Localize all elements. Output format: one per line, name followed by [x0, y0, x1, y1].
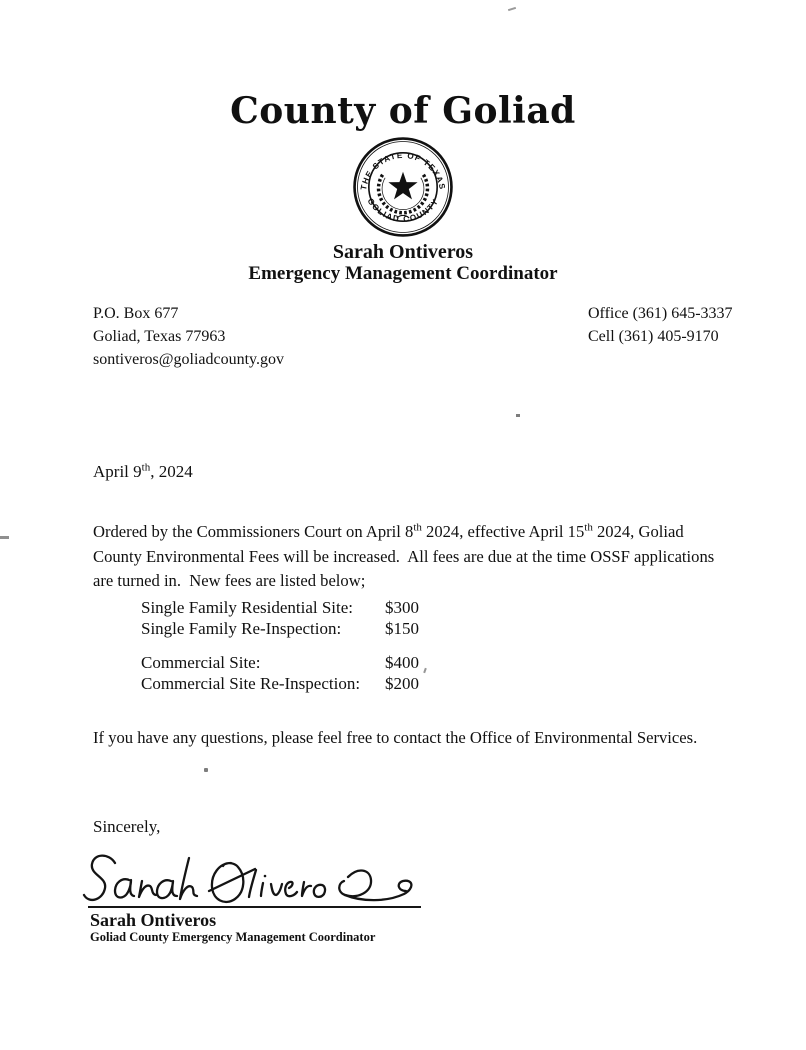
scan-artifact	[516, 414, 520, 417]
scan-artifact	[204, 768, 208, 772]
email-address: sontiveros@goliadcounty.gov	[93, 351, 285, 368]
fee-row	[141, 619, 445, 640]
fee-row	[141, 674, 445, 695]
goliad-county-seal-icon	[352, 136, 454, 238]
scan-artifact	[0, 536, 9, 539]
org-title: County of Goliad	[230, 90, 576, 132]
fee-label: Single Family Residential Site:	[141, 598, 354, 617]
valediction: Sincerely,	[93, 817, 161, 836]
body-text: 2024, Goliad County Environmental Fees will be increased. All fees are due at the time OSSF applications are turned in. New fees are listed below;	[93, 522, 719, 590]
closing-sentence: If you have any questions, please feel free to contact the Office of Environmental Services.	[93, 728, 698, 747]
cell-phone: Cell (361) 405-9170	[588, 328, 719, 345]
fee-amount: $300	[385, 598, 419, 617]
body-ordinal: th	[584, 521, 593, 534]
contact-address-block	[93, 302, 284, 371]
fee-amount: $150	[385, 618, 419, 638]
date-day: April 9	[93, 462, 142, 481]
address-line: P.O. Box 677	[93, 305, 179, 322]
date-ordinal: th	[141, 461, 151, 474]
seal-top-text: THE STATE OF TEXAS	[359, 150, 447, 191]
office-phone: Office (361) 645-3337	[588, 305, 733, 322]
body-text: Ordered by the Commissioners Court on April 8	[93, 522, 414, 541]
signer-title: Goliad County Emergency Management Coordinator	[90, 930, 376, 944]
body-text: 2024, effective April 15	[421, 522, 585, 541]
svg-text:GOLIAD COUNTY	[365, 197, 440, 224]
letter-body-paragraph	[93, 520, 725, 594]
fee-group-gap	[141, 639, 445, 653]
fee-row	[141, 653, 445, 674]
signer-name: Sarah Ontiveros	[90, 910, 217, 930]
header-name: Sarah Ontiveros	[332, 241, 474, 263]
letter-date	[93, 462, 193, 482]
handwritten-signature	[82, 850, 427, 912]
date-year: , 2024	[150, 462, 193, 481]
signature-line	[88, 906, 421, 908]
fee-amount: $400	[385, 653, 419, 672]
seal-svg	[352, 136, 454, 238]
contact-phone-block	[588, 302, 733, 348]
scan-artifact	[508, 7, 516, 11]
fee-row	[141, 598, 445, 619]
fee-label: Commercial Site:	[141, 653, 261, 672]
seal-bottom-text: GOLIAD COUNTY	[365, 196, 441, 224]
fee-label: Commercial Site Re-Inspection:	[141, 673, 361, 693]
fee-list	[141, 598, 445, 694]
body-ordinal: th	[413, 521, 422, 534]
fee-label: Single Family Re-Inspection:	[141, 618, 342, 638]
header-role: Emergency Management Coordinator	[248, 263, 558, 284]
seal-star-icon	[388, 172, 417, 200]
address-line: Goliad, Texas 77963	[93, 328, 226, 345]
fee-amount: $200	[385, 673, 419, 693]
